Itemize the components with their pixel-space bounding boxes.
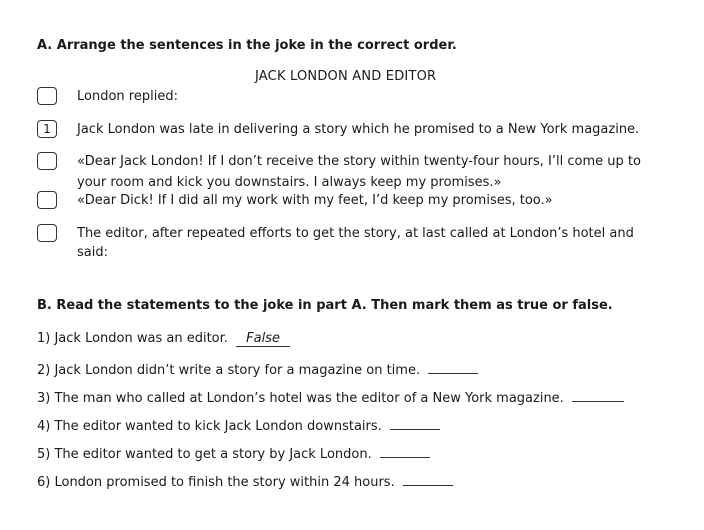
order-box[interactable] bbox=[37, 224, 57, 242]
joke-title: JACK LONDON AND EDITOR bbox=[255, 69, 437, 84]
sentence-text-line2: your room and kick you downstairs. I always keep my promises.» bbox=[77, 175, 502, 190]
order-box[interactable] bbox=[37, 191, 57, 209]
statement-row bbox=[37, 443, 430, 462]
statement-row bbox=[37, 331, 290, 347]
statement-text: 2) Jack London didn’t write a story for a magazine on time. bbox=[37, 363, 421, 378]
statement-row bbox=[37, 471, 453, 490]
order-box[interactable]: 1 bbox=[37, 120, 57, 138]
statement-text: 1) Jack London was an editor. bbox=[37, 331, 228, 346]
statement-row bbox=[37, 359, 478, 378]
answer-field[interactable] bbox=[572, 387, 624, 402]
order-box[interactable] bbox=[37, 152, 57, 170]
statement-row bbox=[37, 387, 624, 406]
statement-row bbox=[37, 415, 440, 434]
answer-field[interactable] bbox=[390, 415, 440, 430]
sentence-text: «Dear Jack London! If I don’t receive the story within twenty-four hours, I’ll come up to bbox=[77, 154, 641, 169]
part-a-heading: A. Arrange the sentences in the joke in the correct order. bbox=[37, 38, 457, 53]
sentence-text: The editor, after repeated efforts to get the story, at last called at London’s hotel and bbox=[77, 226, 634, 241]
statement-text: 3) The man who called at London’s hotel was the editor of a New York magazine. bbox=[37, 391, 564, 406]
answer-field[interactable]: False bbox=[236, 332, 290, 347]
answer-field[interactable] bbox=[380, 443, 430, 458]
answer-field[interactable] bbox=[403, 471, 453, 486]
sentence-text-line2: said: bbox=[77, 245, 108, 260]
part-b-heading: B. Read the statements to the joke in part A. Then mark them as true or false. bbox=[37, 298, 613, 313]
statement-text: 5) The editor wanted to get a story by Jack London. bbox=[37, 447, 372, 462]
sentence-text: «Dear Dick! If I did all my work with my feet, I’d keep my promises, too.» bbox=[77, 193, 553, 208]
answer-field[interactable] bbox=[428, 359, 478, 374]
statement-text: 6) London promised to finish the story within 24 hours. bbox=[37, 475, 395, 490]
sentence-text: London replied: bbox=[77, 89, 178, 104]
order-box[interactable] bbox=[37, 87, 57, 105]
statement-text: 4) The editor wanted to kick Jack London downstairs. bbox=[37, 419, 382, 434]
sentence-text: Jack London was late in delivering a story which he promised to a New York magazine. bbox=[77, 122, 640, 137]
